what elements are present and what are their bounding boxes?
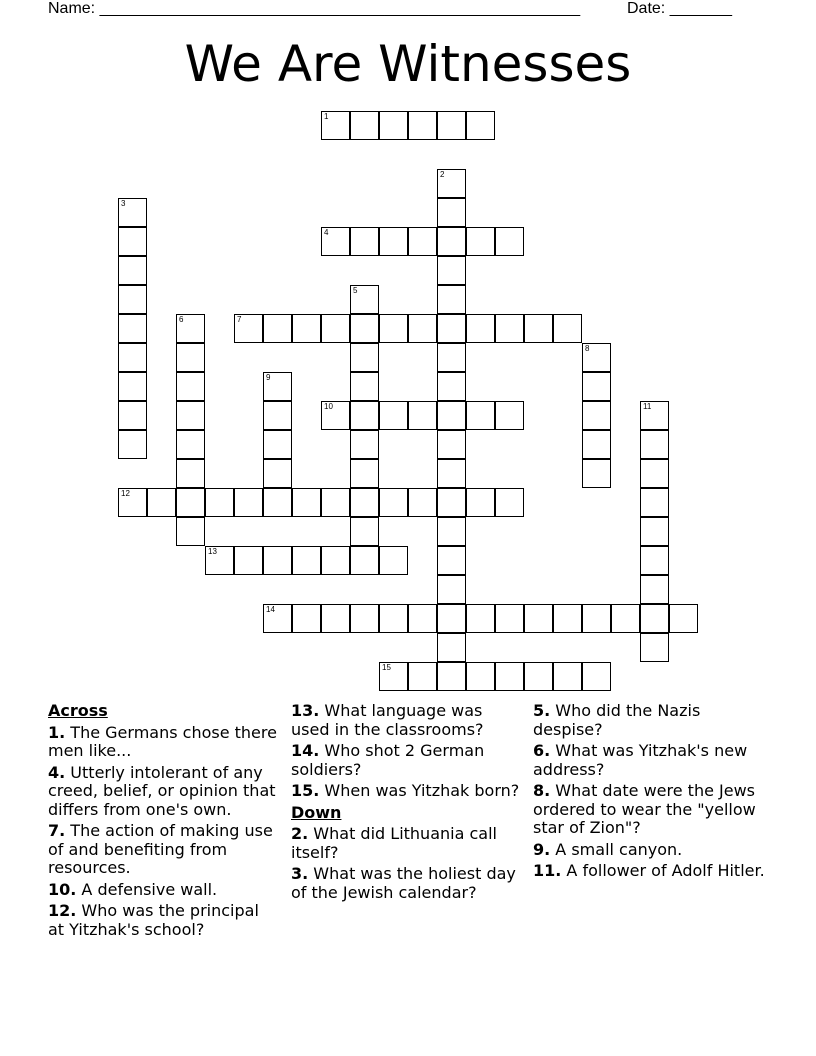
crossword-cell[interactable] [640,459,669,488]
crossword-cell[interactable] [408,401,437,430]
crossword-cell[interactable] [437,546,466,575]
crossword-cell[interactable] [437,198,466,227]
clue-number: 5. [533,701,551,720]
cell-number: 10 [324,402,333,411]
clue-text: Who was the principal at Yitzhak's school? [48,901,259,939]
clue-across-15 [291,782,523,801]
crossword-cell[interactable] [495,314,524,343]
cell-number: 11 [643,402,652,411]
cell-number: 12 [121,489,130,498]
crossword-cell[interactable] [350,285,379,314]
crossword-cell[interactable] [263,314,292,343]
crossword-cell[interactable] [350,401,379,430]
crossword-cell[interactable] [408,604,437,633]
crossword-cell[interactable] [495,488,524,517]
crossword-cell[interactable] [147,488,176,517]
crossword-cell[interactable] [437,227,466,256]
crossword-cell[interactable] [263,604,292,633]
crossword-cell[interactable] [118,488,147,517]
crossword-cell[interactable] [640,430,669,459]
clue-number: 4. [48,762,66,782]
clue-text: What was Yitzhak's new address? [533,741,748,779]
crossword-cell[interactable] [582,604,611,633]
crossword-cell[interactable] [234,314,263,343]
crossword-cell[interactable] [379,546,408,575]
crossword-cell[interactable] [118,372,147,401]
crossword-cell[interactable] [350,488,379,517]
crossword-cell[interactable] [437,111,466,140]
crossword-cell[interactable] [350,459,379,488]
crossword-cell[interactable] [640,575,669,604]
crossword-cell[interactable] [408,314,437,343]
crossword-cell[interactable] [350,227,379,256]
cell-number: 6 [179,315,184,324]
clue-text: When was Yitzhak born? [319,781,520,800]
crossword-cell[interactable] [582,662,611,691]
clue-across-4 [48,764,280,820]
crossword-cell[interactable] [669,604,698,633]
crossword-cell[interactable] [524,604,553,633]
cell-number: 3 [121,199,126,208]
clue-across-7 [48,822,280,878]
crossword-cell[interactable] [379,111,408,140]
cell-number: 9 [266,373,271,382]
crossword-cell[interactable] [350,111,379,140]
crossword-cell[interactable] [263,546,292,575]
crossword-cell[interactable] [292,488,321,517]
crossword-cell[interactable] [611,604,640,633]
crossword-cell[interactable] [176,314,205,343]
cell-number: 13 [208,547,217,556]
crossword-cell[interactable] [582,343,611,372]
crossword-cell[interactable] [321,111,350,140]
crossword-cell[interactable] [176,372,205,401]
name-field: Name: ______________________________________________________ [48,0,581,17]
crossword-cell[interactable] [118,314,147,343]
crossword-cell[interactable] [118,227,147,256]
clues-column-1 [48,702,280,942]
crossword-cell[interactable] [437,662,466,691]
crossword-cell[interactable] [408,488,437,517]
crossword-cell[interactable] [234,546,263,575]
crossword-cell[interactable] [495,401,524,430]
clue-down-6 [533,742,765,779]
clue-number: 12. [48,901,77,920]
crossword-cell[interactable] [379,401,408,430]
crossword-cell[interactable] [379,662,408,691]
clue-number: 9. [533,839,551,859]
crossword-cell[interactable] [466,604,495,633]
clue-text: Who shot 2 German soldiers? [291,741,485,779]
crossword-cell[interactable] [176,401,205,430]
crossword-cell[interactable] [437,430,466,459]
crossword-cell[interactable] [466,488,495,517]
clue-number: 13. [291,701,320,720]
crossword-cell[interactable] [640,517,669,546]
clue-number: 2. [291,824,309,843]
clues-column-2 [291,702,523,905]
crossword-cell[interactable] [176,488,205,517]
crossword-cell[interactable] [582,372,611,401]
crossword-cell[interactable] [640,546,669,575]
clue-text: The Germans chose there men like... [48,722,277,760]
clue-down-11 [533,862,765,881]
crossword-cell[interactable] [379,488,408,517]
clue-text: Utterly intolerant of any creed, belief, or opinion that differs from one's own. [48,762,276,819]
crossword-cell[interactable] [176,459,205,488]
crossword-cell[interactable] [321,604,350,633]
crossword-cell[interactable] [640,604,669,633]
crossword-cell[interactable] [466,111,495,140]
crossword-cell[interactable] [321,488,350,517]
crossword-cell[interactable] [118,198,147,227]
crossword-cell[interactable] [118,343,147,372]
crossword-cell[interactable] [437,169,466,198]
crossword-cell[interactable] [408,662,437,691]
crossword-cell[interactable] [437,604,466,633]
clue-across-13 [291,702,523,739]
crossword-cell[interactable] [350,343,379,372]
clue-text: A small canyon. [550,839,683,859]
cell-number: 7 [237,315,242,324]
crossword-cell[interactable] [321,546,350,575]
crossword-cell[interactable] [553,314,582,343]
crossword-cell[interactable] [437,372,466,401]
clue-number: 11. [533,861,562,880]
clue-number: 15. [291,781,320,800]
clue-number: 1. [48,722,66,742]
crossword-cell[interactable] [408,111,437,140]
crossword-cell[interactable] [176,343,205,372]
crossword-cell[interactable] [176,517,205,546]
clue-across-14 [291,742,523,779]
clue-text: What did Lithuania call itself? [291,824,497,862]
crossword-cell[interactable] [437,575,466,604]
crossword-cell[interactable] [205,488,234,517]
crossword-cell[interactable] [466,227,495,256]
crossword-cell[interactable] [495,227,524,256]
crossword-cell[interactable] [350,604,379,633]
crossword-cell[interactable] [118,401,147,430]
crossword-cell[interactable] [408,227,437,256]
date-field: Date: _______ [627,0,732,17]
crossword-cell[interactable] [379,227,408,256]
crossword-cell[interactable] [640,488,669,517]
crossword-cell[interactable] [553,604,582,633]
crossword-cell[interactable] [176,430,205,459]
crossword-cell[interactable] [350,372,379,401]
crossword-cell[interactable] [437,633,466,662]
clue-down-8 [533,782,765,838]
cell-number: 5 [353,286,358,295]
clue-text: What was the holiest day of the Jewish calendar? [291,864,516,902]
clue-number: 14. [291,741,320,760]
crossword-cell[interactable] [205,546,234,575]
crossword-cell[interactable] [263,488,292,517]
crossword-cell[interactable] [118,285,147,314]
crossword-cell[interactable] [263,430,292,459]
crossword-cell[interactable] [234,488,263,517]
crossword-cell[interactable] [582,430,611,459]
cell-number: 14 [266,605,275,614]
crossword-cell[interactable] [640,633,669,662]
crossword-cell[interactable] [437,343,466,372]
clue-number: 7. [48,821,66,840]
crossword-cell[interactable] [437,401,466,430]
clue-number: 10. [48,879,77,899]
crossword-cell[interactable] [524,314,553,343]
crossword-cell[interactable] [321,401,350,430]
crossword-cell[interactable] [437,488,466,517]
crossword-cell[interactable] [437,256,466,285]
crossword-cell[interactable] [437,517,466,546]
crossword-cell[interactable] [350,314,379,343]
crossword-cell[interactable] [437,314,466,343]
down-heading: Down [291,802,342,822]
clue-text: A follower of Adolf Hitler. [561,861,765,880]
crossword-cell[interactable] [263,401,292,430]
clue-number: 8. [533,781,551,800]
clue-down-2 [291,825,523,862]
clue-across-10 [48,881,280,900]
crossword-cell[interactable] [350,546,379,575]
crossword-cell[interactable] [640,401,669,430]
cell-number: 2 [440,170,445,179]
cell-number: 8 [585,344,590,353]
clue-down-3 [291,865,523,902]
crossword-cell[interactable] [495,604,524,633]
crossword-cell[interactable] [466,662,495,691]
crossword-cell[interactable] [350,517,379,546]
crossword-cell[interactable] [263,459,292,488]
crossword-cell[interactable] [582,459,611,488]
clue-text: What date were the Jews ordered to wear the "yellow star of Zion"? [533,781,756,837]
clue-across-1 [48,724,280,761]
crossword-cell[interactable] [553,662,582,691]
clue-number: 6. [533,741,551,760]
crossword-cell[interactable] [379,604,408,633]
crossword-cell[interactable] [321,314,350,343]
clue-number: 3. [291,864,309,883]
cell-number: 1 [324,112,329,121]
cell-number: 4 [324,228,329,237]
crossword-cell[interactable] [437,459,466,488]
crossword-cell[interactable] [495,662,524,691]
cell-number: 15 [382,663,391,672]
crossword-cell[interactable] [524,662,553,691]
crossword-cell[interactable] [350,430,379,459]
clue-text: The action of making use of and benefiting from resources. [48,821,273,877]
crossword-cell[interactable] [118,430,147,459]
crossword-cell[interactable] [437,285,466,314]
clue-text: A defensive wall. [76,879,218,899]
crossword-cell[interactable] [292,314,321,343]
clue-text: Who did the Nazis despise? [533,701,701,739]
crossword-cell[interactable] [379,314,408,343]
crossword-cell[interactable] [582,401,611,430]
clue-across-12 [48,902,280,939]
clues-column-3 [533,702,765,884]
crossword-cell[interactable] [466,314,495,343]
clue-down-9 [533,841,765,860]
clue-text: What language was used in the classrooms? [291,701,484,739]
crossword-cell[interactable] [321,227,350,256]
crossword-cell[interactable] [466,401,495,430]
page-title: We Are Witnesses [184,35,632,93]
crossword-cell[interactable] [292,546,321,575]
crossword-cell[interactable] [292,604,321,633]
clue-down-5 [533,702,765,739]
crossword-cell[interactable] [263,372,292,401]
across-heading: Across [48,701,108,720]
crossword-cell[interactable] [118,256,147,285]
